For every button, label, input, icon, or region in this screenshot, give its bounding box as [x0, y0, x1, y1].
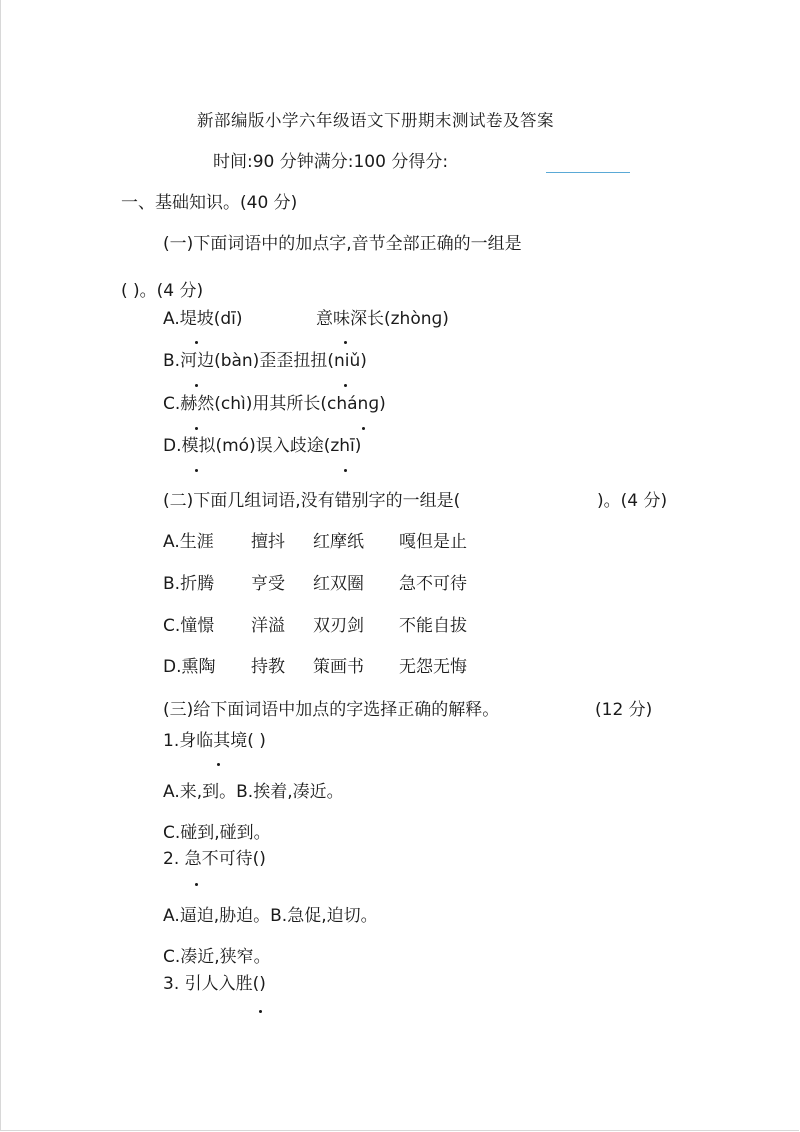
emphasis-dot: [195, 341, 198, 344]
exam-info: 时间:90 分钟满分:100 分得分:: [213, 152, 449, 172]
section-heading: 一、基础知识。(40 分): [121, 193, 298, 213]
word-cell: 不能自拔: [399, 616, 467, 636]
score-blank-line: [546, 172, 630, 173]
word-row-c: [163, 615, 467, 637]
question-1-prompt-cont: ( )。(4 分): [121, 281, 204, 301]
question-2-prompt-end: )。(4 分): [597, 491, 668, 511]
word-row-d: [163, 656, 467, 678]
word-cell: 擅抖: [251, 532, 285, 552]
word-cell: 无怨无悔: [399, 657, 467, 677]
sub-question-2-stem: 2. 急不可待(): [163, 849, 266, 869]
word-cell: 亨受: [251, 574, 285, 594]
sub-question-1-stem: 1.身临其境( ): [163, 731, 266, 751]
option-d: D.模拟(mó)误入歧途(zhī): [163, 436, 362, 456]
sub-question-2-options-c: C.凑近,狭窄。: [163, 947, 271, 967]
emphasis-dot: [195, 883, 198, 886]
document-title: 新部编版小学六年级语文下册期末测试卷及答案: [197, 111, 554, 130]
word-cell: 双刃剑: [313, 616, 364, 636]
emphasis-dot: [259, 1010, 262, 1013]
word-cell: 急不可待: [399, 574, 467, 594]
word-cell: C.憧憬: [163, 616, 215, 636]
emphasis-dot: [362, 427, 365, 430]
option-b: B.河边(bàn)歪歪扭扭(niǔ): [163, 351, 367, 371]
question-3-score: (12 分): [595, 700, 653, 720]
emphasis-dot: [195, 469, 198, 472]
word-cell: 红双圈: [313, 574, 364, 594]
sub-question-2-options: A.逼迫,胁迫。B.急促,迫切。: [163, 906, 378, 926]
word-cell: B.折腾: [163, 574, 215, 594]
word-cell: A.生涯: [163, 532, 214, 552]
emphasis-dot: [195, 384, 198, 387]
option-c: C.赫然(chì)用其所长(chánɡ): [163, 394, 386, 414]
question-2-prompt: (二)下面几组词语,没有错别字的一组是(: [163, 491, 461, 511]
word-row-a: [163, 531, 467, 553]
sub-question-1-options: A.来,到。B.挨着,凑近。: [163, 782, 344, 802]
question-1-prompt: (一)下面词语中的加点字,音节全部正确的一组是: [163, 234, 522, 254]
emphasis-dot: [344, 469, 347, 472]
word-cell: 洋溢: [251, 616, 285, 636]
sub-question-3-stem: 3. 引人入胜(): [163, 974, 266, 994]
option-a-part1: A.堤坡(dī): [163, 309, 243, 329]
sub-question-1-options-c: C.碰到,碰到。: [163, 823, 271, 843]
question-3-prompt: (三)给下面词语中加点的字选择正确的解释。: [163, 700, 500, 720]
emphasis-dot: [344, 341, 347, 344]
word-cell: 持教: [251, 657, 285, 677]
word-cell: 嘎但是止: [399, 532, 467, 552]
emphasis-dot: [217, 763, 220, 766]
word-row-b: [163, 573, 467, 595]
word-cell: 红摩纸: [313, 532, 364, 552]
word-cell: 策画书: [313, 657, 364, 677]
emphasis-dot: [344, 384, 347, 387]
option-a-part2: 意味深长(zhònɡ): [316, 309, 449, 329]
word-cell: D.熏陶: [163, 657, 216, 677]
emphasis-dot: [195, 427, 198, 430]
